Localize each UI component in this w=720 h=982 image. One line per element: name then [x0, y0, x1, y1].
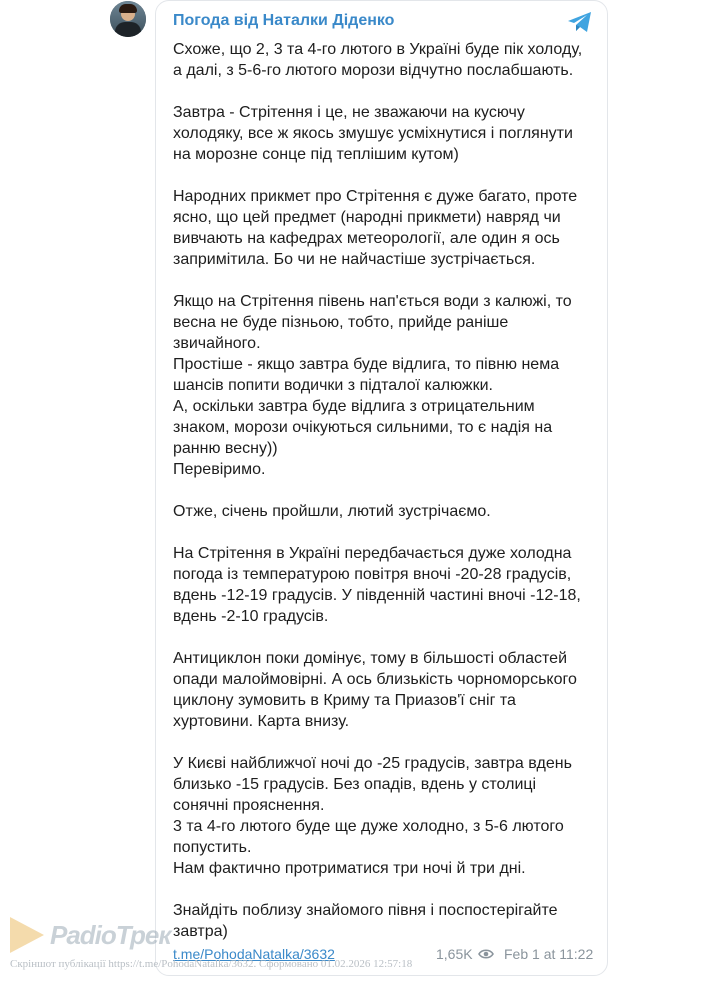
- post-paragraph: [173, 39, 598, 81]
- post-link[interactable]: t.me/PohodaNatalka/3632: [173, 946, 335, 962]
- post-line: знаком, морози очікуються сильними, то є надія на: [173, 419, 553, 436]
- post-line: Схоже, що 2, 3 та 4-го лютого в Україні буде пік холоду,: [173, 41, 583, 58]
- post-line: опади малоймовірні. А ось близькість чорноморського: [173, 671, 577, 688]
- post-line: шансів попити водички з підталої калюжки.: [173, 377, 493, 394]
- post-line: весна не буде пізньою, тобто, прийде раніше: [173, 314, 509, 331]
- post-paragraph: [173, 186, 598, 270]
- eye-icon: [478, 947, 494, 961]
- post-line: вивчають на кафедрах метеорології, але один я ось: [173, 230, 560, 247]
- post-paragraph: [173, 102, 598, 165]
- post-line: а далі, з 5-6-го лютого морози відчутно послабшають.: [173, 62, 574, 79]
- post-line: погода із температурою повітря вночі -20-28 градусів,: [173, 566, 572, 583]
- post-line: 3 та 4-го лютого буде ще дуже холодно, з 5-6 лютого: [173, 818, 564, 835]
- post-line: вдень -12-19 градусів. У південній частині вночі -12-18,: [173, 587, 581, 604]
- post-text: [173, 39, 598, 963]
- watermark-caption: Скріншот публікації https://t.me/PohodaNatalka/3632. Сформовано 01.02.2026 12:57:18: [10, 958, 413, 970]
- post-line: звичайного.: [173, 335, 261, 352]
- post-line: Якщо на Стрітення півень нап'ється води з калюжі, то: [173, 293, 572, 310]
- post-line: Завтра - Стрітення і це, не зважаючи на кусючу: [173, 104, 525, 121]
- post-line: Народних прикмет про Стрітення є дуже багато, проте: [173, 188, 578, 205]
- post-paragraph: [173, 900, 598, 942]
- channel-avatar[interactable]: [110, 1, 146, 37]
- post-line: завтра): [173, 923, 228, 940]
- post-date: Feb 1 at 11:22: [504, 946, 594, 962]
- channel-name[interactable]: Погода від Наталки Діденко: [173, 12, 395, 29]
- post-line: циклону зумовить в Криму та Приазов'ї сніг та: [173, 692, 516, 709]
- post-line: ясно, що цей предмет (народні прикмети) навряд чи: [173, 209, 561, 226]
- post-line: вдень -2-10 градусів.: [173, 608, 329, 625]
- post-line: на морозне сонце під теплішим кутом): [173, 146, 459, 163]
- post-line: У Києві найближчої ночі до -25 градусів, завтра вдень: [173, 755, 572, 772]
- post-paragraph: [173, 543, 598, 627]
- watermark-logo: РadioТрек: [10, 917, 160, 953]
- telegram-icon[interactable]: [566, 10, 594, 34]
- post-paragraph: [173, 501, 598, 522]
- post-line: Антициклон поки домінує, тому в більшості областей: [173, 650, 568, 667]
- post-paragraph: [173, 648, 598, 732]
- post-line: запримітила. Бо чи не найчастіше зустрічається.: [173, 251, 536, 268]
- post-line: Простіше - якщо завтра буде відлига, то півню нема: [173, 356, 560, 373]
- post-line: сонячні прояснення.: [173, 797, 325, 814]
- views-count: 1,65K: [436, 946, 473, 962]
- post-line: А, оскільки завтра буде відлига з отрицательним: [173, 398, 535, 415]
- post-line: ранню весну)): [173, 440, 278, 457]
- post-line: На Стрітення в Україні передбачається дуже холодна: [173, 545, 572, 562]
- post-line: холодяку, все ж якось змушує усміхнутися і поглянути: [173, 125, 573, 142]
- post-line: Перевіримо.: [173, 461, 266, 478]
- post-line: Отже, січень пройшли, лютий зустрічаємо.: [173, 503, 491, 520]
- post-line: попустить.: [173, 839, 252, 856]
- post-line: Нам фактично протриматися три ночі й три дні.: [173, 860, 526, 877]
- post-line: близько -15 градусів. Без опадів, вдень у столиці: [173, 776, 537, 793]
- post-paragraph: [173, 291, 598, 480]
- post-line: Знайдіть поблизу знайомого півня і поспостерігайте: [173, 902, 558, 919]
- post-line: хуртовини. Карта внизу.: [173, 713, 350, 730]
- post-paragraph: [173, 753, 598, 879]
